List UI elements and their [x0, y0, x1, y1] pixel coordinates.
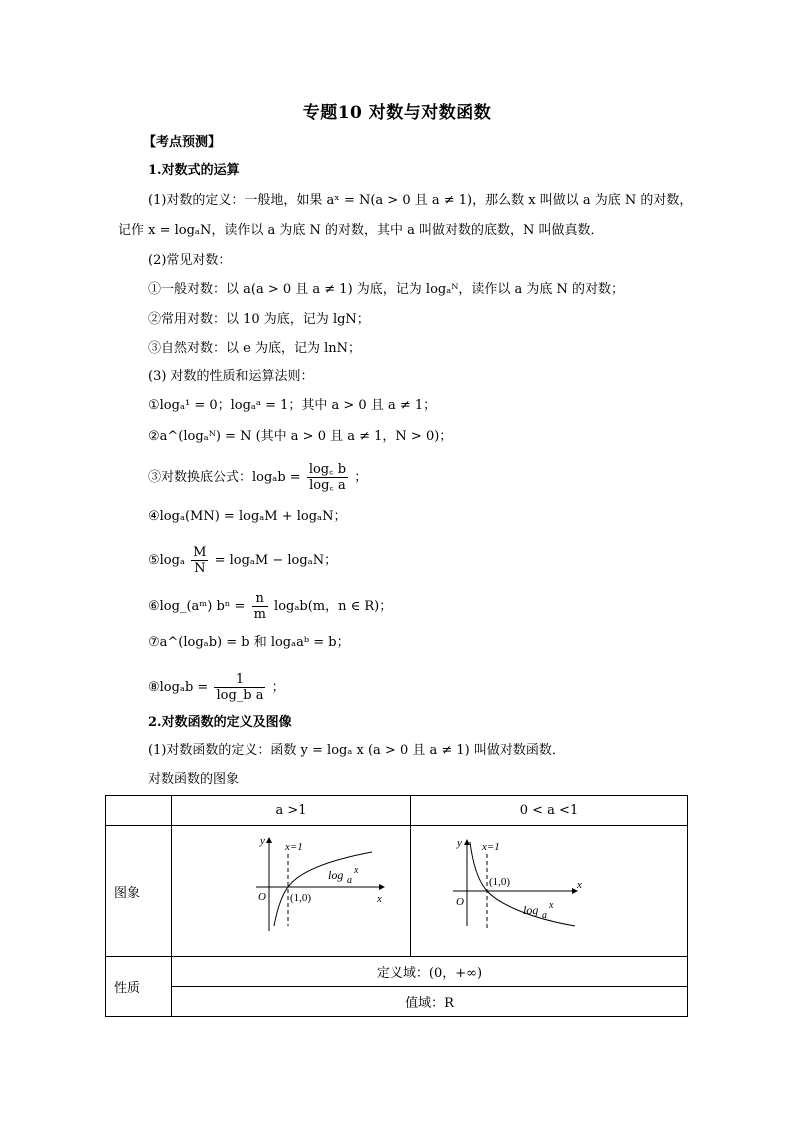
graph-cell-a-between-0-1 — [411, 826, 688, 957]
reciprocal-rule-fraction — [214, 672, 265, 703]
log-property-6 — [148, 591, 392, 622]
x-equals-1-label: x=1 — [482, 841, 500, 853]
y-axis-label: y — [457, 837, 462, 849]
log-property-8 — [148, 672, 285, 703]
header-a-greater-1: a >1 — [172, 796, 411, 826]
origin-label: O — [258, 891, 266, 903]
range-cell: 值域：R — [172, 987, 688, 1017]
fraction-denominator: log꜀ a — [309, 478, 346, 493]
log-property-3 — [148, 462, 367, 493]
point-label: (1,0) — [290, 892, 312, 904]
reciprocal-rule-suffix: ； — [271, 680, 285, 695]
power-rule-suffix: logₐb(m，n ∈ R)； — [274, 599, 393, 614]
log-arg-label: x — [549, 900, 554, 911]
log-base-label: a — [542, 910, 547, 921]
power-rule-prefix: ⑥log_(aᵐ) bⁿ = — [148, 599, 246, 614]
table-range-row — [106, 987, 688, 1017]
sec1-heading: 1.对数式的运算 — [148, 163, 240, 178]
graph-cell-a-greater-1 — [172, 826, 411, 957]
power-rule-fraction — [252, 591, 268, 622]
fraction-numerator: log꜀ b — [308, 462, 347, 477]
change-of-base-fraction — [307, 462, 348, 493]
quotient-rule-suffix: = logₐM − logₐN； — [214, 553, 338, 568]
log-label: log — [523, 903, 539, 917]
row-label-properties: 性质 — [106, 957, 172, 1017]
common-log-natural: ③自然对数：以 e 为底，记为 lnN； — [148, 341, 361, 356]
change-of-base-prefix: ③对数换底公式：logₐb = — [148, 470, 301, 485]
log-label: log — [328, 868, 344, 882]
common-log-base10: ②常用对数：以 10 为底，记为 lgN； — [148, 312, 370, 327]
quotient-rule-prefix: ⑤logₐ — [148, 553, 185, 568]
graph-increasing-log — [172, 826, 410, 952]
sec2-heading: 2.对数函数的定义及图像 — [148, 715, 292, 730]
quotient-rule-fraction — [191, 545, 208, 576]
reciprocal-rule-prefix: ⑧logₐb = — [148, 680, 209, 695]
table-header-row — [106, 796, 688, 826]
change-of-base-suffix: ； — [354, 470, 368, 485]
log-definition-line2: 记作 x = logₐN，读作以 a 为底 N 的对数，其中 a 叫做对数的底数，N 叫做真数． — [118, 223, 604, 238]
fraction-numerator: n — [252, 591, 268, 607]
log-property-1: ①logₐ¹ = 0；logₐᵃ = 1；其中 a > 0 且 a ≠ 1； — [148, 398, 437, 413]
increasing-log-curve — [274, 852, 372, 926]
table-domain-row — [106, 957, 688, 987]
log-definition-line1: (1)对数的定义：一般地，如果 aˣ = N(a > 0 且 a ≠ 1)，那么数 x 叫做以 a 为底 N 的对数， — [148, 193, 693, 208]
log-property-2: ②a^(logₐᴺ) = N (其中 a > 0 且 a ≠ 1，N > 0)； — [148, 429, 453, 444]
fraction-denominator: log_b a — [216, 688, 264, 703]
y-axis-label: y — [260, 835, 265, 847]
log-function-table — [105, 795, 688, 1017]
table-corner-cell — [106, 796, 172, 826]
log-base-label: a — [347, 875, 352, 886]
log-property-5 — [148, 545, 337, 576]
log-property-7: ⑦a^(logₐb) = b 和 logₐaᵇ = b； — [148, 635, 350, 650]
common-logs-heading: (2)常见对数： — [148, 253, 232, 268]
page-title: 专题10 对数与对数函数 — [302, 103, 492, 123]
section-header: 【考点预测】 — [143, 135, 222, 150]
x-axis-label: x — [377, 893, 382, 905]
fraction-numerator: M — [193, 545, 207, 560]
log-property-4: ④logₐ(MN) = logₐM + logₐN； — [148, 509, 347, 524]
origin-label: O — [456, 896, 464, 908]
table-graph-row — [106, 826, 688, 957]
common-log-general: ①一般对数：以 a(a > 0 且 a ≠ 1) 为底，记为 logₐᴺ，读作以 a 为底 N 的对数； — [148, 282, 625, 297]
row-label-graph: 图象 — [106, 826, 172, 957]
log-arg-label: x — [354, 865, 359, 876]
fraction-denominator: m — [253, 607, 266, 622]
log-properties-heading: (3) 对数的性质和运算法则： — [148, 369, 314, 384]
graph-decreasing-log — [411, 826, 687, 952]
fraction-numerator: 1 — [214, 672, 265, 688]
header-a-between-0-1: 0 < a <1 — [411, 796, 688, 826]
domain-cell: 定义域：(0，+∞) — [172, 957, 688, 987]
fraction-denominator: N — [194, 561, 206, 576]
x-axis-label: x — [577, 879, 582, 891]
log-function-definition: (1)对数函数的定义：函数 y = logₐ x (a > 0 且 a ≠ 1) 叫做对数函数． — [148, 743, 565, 758]
x-equals-1-label: x=1 — [285, 841, 303, 853]
point-label: (1,0) — [489, 876, 511, 888]
graph-caption: 对数函数的图象 — [148, 772, 240, 787]
